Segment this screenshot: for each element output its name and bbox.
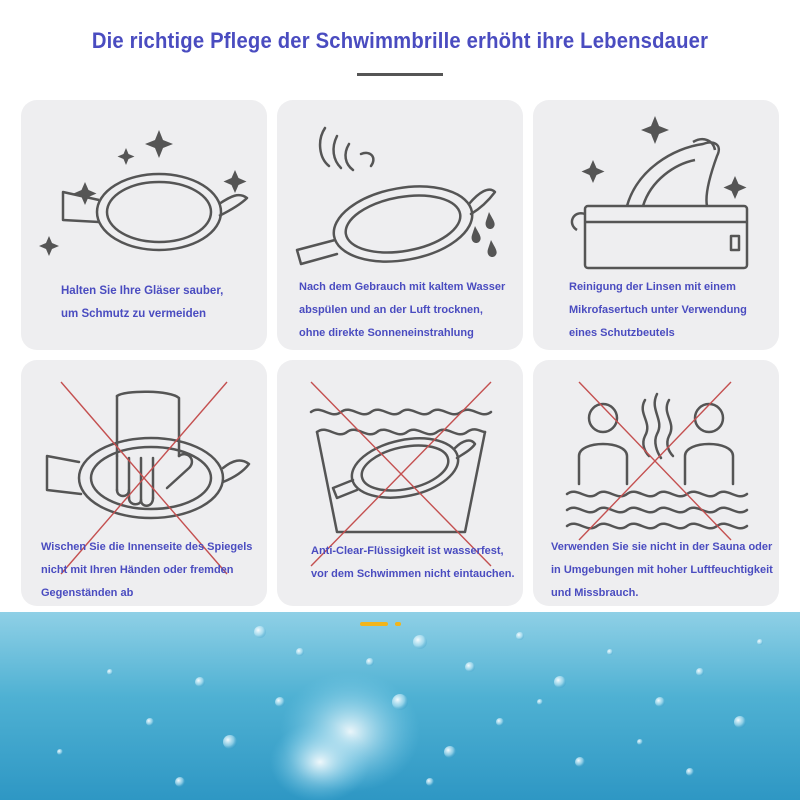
card-caption-line: Wischen Sie die Innenseite des Spiegels (41, 541, 253, 553)
card-caption-line: Halten Sie Ihre Gläser sauber, (61, 285, 224, 297)
card-caption-line: Gegenständen ab (41, 587, 134, 599)
water-bubbles (0, 612, 800, 800)
card-caption-line: und Missbrauch. (551, 587, 639, 599)
card-caption-line: Anti-Clear-Flüssigkeit ist wasserfest, (311, 545, 504, 557)
card-caption-line: Nach dem Gebrauch mit kaltem Wasser (299, 281, 506, 293)
page-title: Die richtige Pflege der Schwimmbrille erhöht ihre Lebensdauer (91, 28, 709, 53)
card-caption-line: abspülen und an der Luft trocknen, (299, 304, 483, 316)
care-card-no-submerge (277, 360, 523, 606)
water-splash-image (0, 612, 800, 800)
card-caption-line: um Schmutz zu vermeiden (61, 308, 207, 320)
card-caption-line: Verwenden Sie sie nicht in der Sauna oder (551, 541, 773, 553)
care-card-no-touch (21, 360, 267, 606)
card-caption-line: ohne direkte Sonneneinstrahlung (299, 327, 474, 339)
care-card-rinse (277, 100, 523, 350)
card-caption-line: nicht mit Ihren Händen oder fremden (41, 564, 234, 576)
care-card-no-sauna (533, 360, 779, 606)
accent-dot (395, 622, 401, 626)
card-caption-line: eines Schutzbeutels (569, 327, 675, 339)
card-caption-line: Mikrofasertuch unter Verwendung (569, 304, 747, 316)
accent-bar (360, 622, 388, 626)
card-caption-line: vor dem Schwimmen nicht eintauchen. (311, 568, 515, 580)
care-card-pouch (533, 100, 779, 350)
title-divider (357, 73, 443, 76)
care-card-clean (21, 100, 267, 350)
card-caption-line: Reinigung der Linsen mit einem (569, 281, 736, 293)
card-caption-line: in Umgebungen mit hoher Luftfeuchtigkeit (551, 564, 773, 576)
